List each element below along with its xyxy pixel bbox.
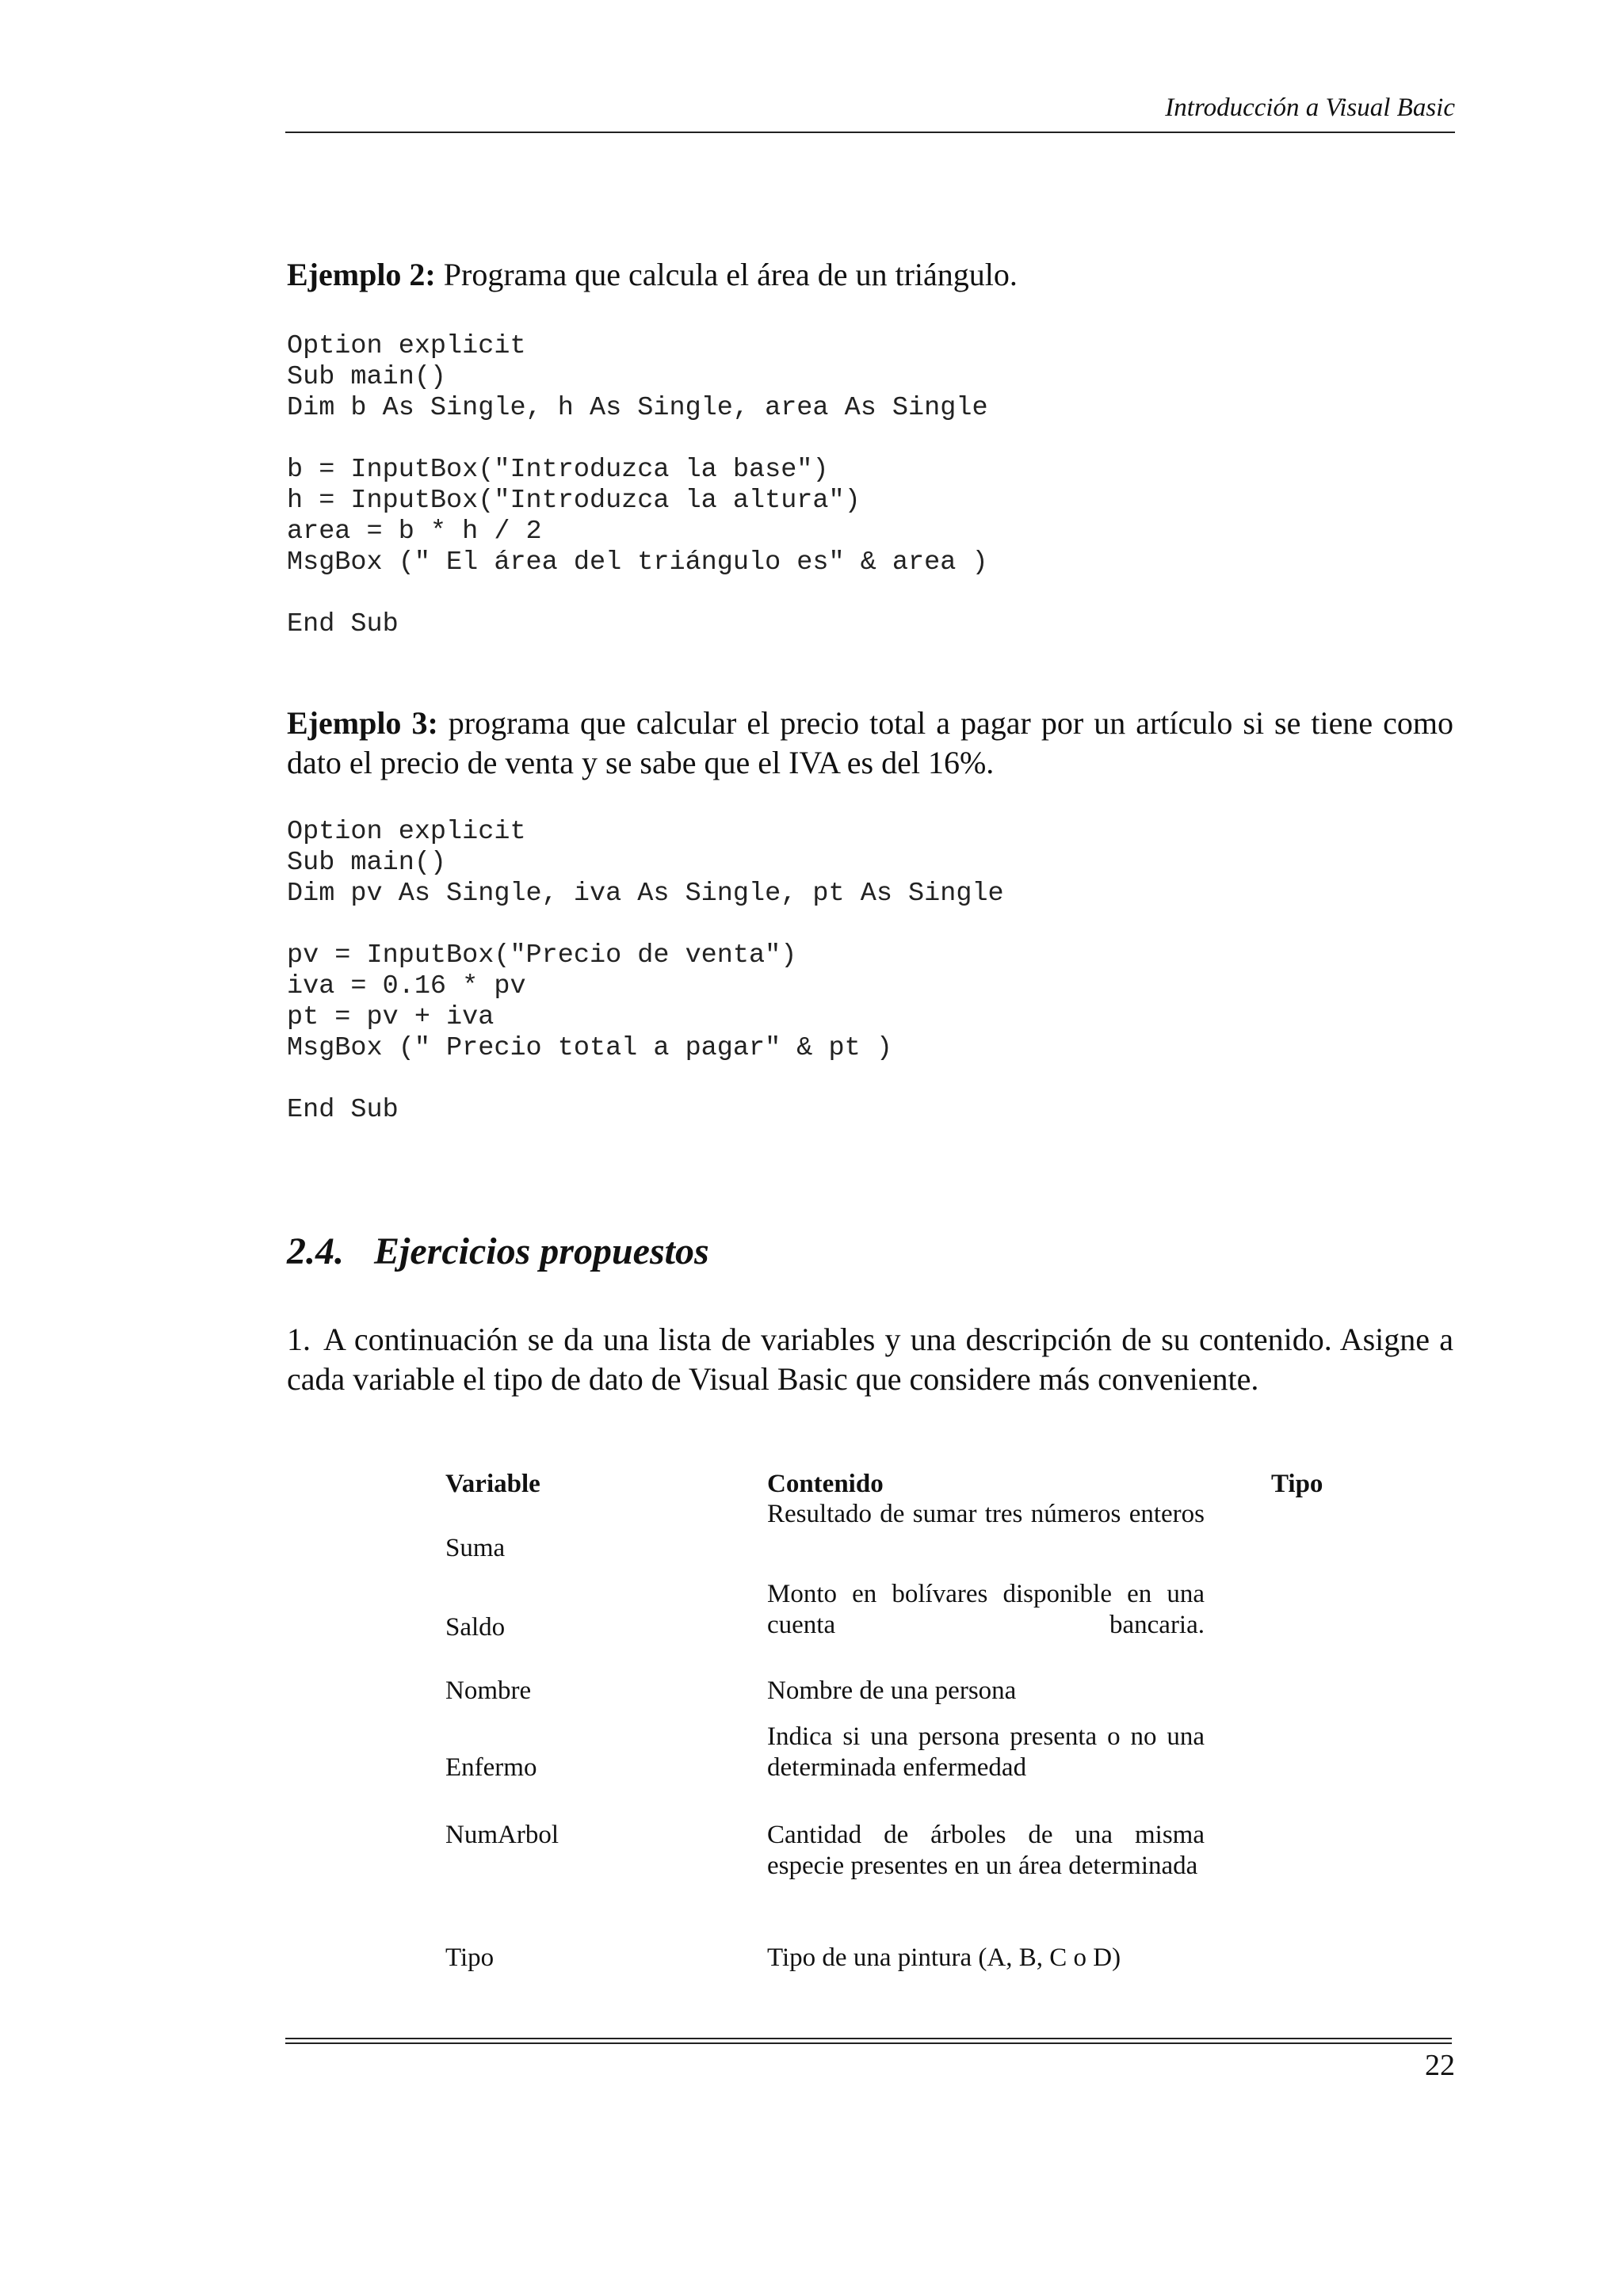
example-2-description: Programa que calcula el área de un triángulo.: [435, 257, 1018, 292]
example-3-label: Ejemplo 3:: [287, 705, 438, 741]
table-cell-contenido: Resultado de sumar tres números enteros: [767, 1500, 1205, 1528]
table-cell-variable: Nombre: [445, 1676, 532, 1705]
column-header-variable: Variable: [445, 1470, 540, 1498]
table-cell-variable: Saldo: [445, 1613, 506, 1642]
example-2-label: Ejemplo 2:: [287, 257, 436, 292]
exercise-1: [287, 1320, 1453, 1399]
example-2-heading: [287, 255, 1453, 295]
table-cell-variable: NumArbol: [445, 1821, 559, 1849]
table-cell-contenido: Indica si una persona presenta o no una determinada enfermedad: [767, 1722, 1205, 1782]
table-cell-contenido: Cantidad de árboles de una misma especie presentes en un área determinada: [767, 1821, 1205, 1880]
example-2-code-declarations: Option explicit Sub main() Dim b As Single, h As Single, area As Single: [287, 331, 988, 423]
table-cell-contenido: Tipo de una pintura (A, B, C o D): [767, 1943, 1121, 1972]
table-cell-contenido: Monto en bolívares disponible en una cuenta bancaria.: [767, 1580, 1205, 1639]
example-3-code-declarations: Option explicit Sub main() Dim pv As Single, iva As Single, pt As Single: [287, 817, 1004, 909]
footer-divider-top: [285, 2038, 1452, 2039]
table-cell-variable: Suma: [445, 1534, 506, 1562]
page-number: 22: [1425, 2049, 1455, 2082]
example-2-code-body: b = InputBox("Introduzca la base") h = InputBox("Introduzca la altura") area = b * h / 2 MsgBox (" El área del triángulo es" & area ): [287, 455, 988, 578]
example-3-description: programa que calcular el precio total a pagar por un artículo si se tiene como dato el precio de venta y se sabe que el IVA es del 16%.: [287, 705, 1453, 780]
running-header: Introducción a Visual Basic: [1165, 93, 1455, 122]
table-cell-variable: Enfermo: [445, 1753, 537, 1782]
header-divider: [285, 132, 1455, 133]
table-cell-contenido: Nombre de una persona: [767, 1676, 1017, 1705]
section-title: Ejercicios propuestos: [374, 1230, 709, 1272]
exercise-number: 1.: [287, 1322, 311, 1357]
section-heading: [287, 1230, 709, 1273]
example-2-code-end: End Sub: [287, 609, 399, 639]
exercise-text: A continuación se da una lista de variables y una descripción de su contenido. Asigne a cada variable el tipo de dato de Visual Basic que considere más conveniente.: [287, 1322, 1453, 1397]
footer-divider-bottom: [285, 2042, 1452, 2044]
example-3-code-body: pv = InputBox("Precio de venta") iva = 0.16 * pv pt = pv + iva MsgBox (" Precio total a pagar" & pt ): [287, 940, 892, 1063]
example-3-heading: [287, 704, 1453, 783]
table-cell-variable: Tipo: [445, 1943, 495, 1972]
column-header-tipo: Tipo: [1271, 1470, 1323, 1498]
column-header-contenido: Contenido: [767, 1470, 884, 1498]
example-3-code-end: End Sub: [287, 1095, 399, 1125]
section-number: 2.4.: [287, 1230, 344, 1272]
